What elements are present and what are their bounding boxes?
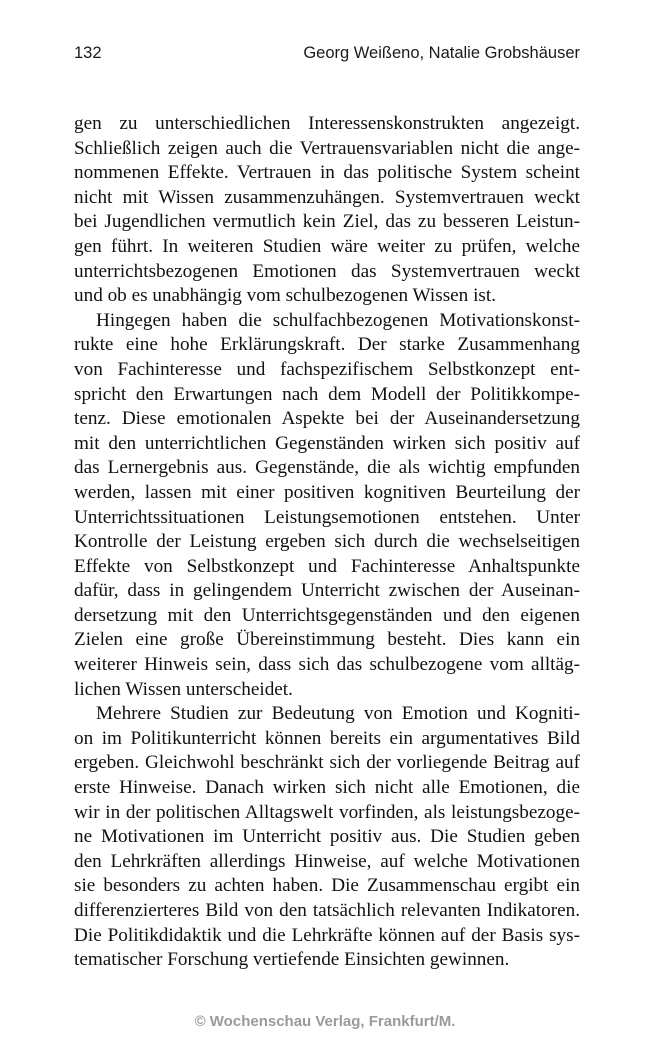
text-line: rukte eine hohe Erklärungskraft. Der starke Zusammenhang [74,334,580,356]
copyright-footer: © Wochenschau Verlag, Frankfurt/M. [194,1013,456,1030]
text-line: on im Politikunterricht können bereits ein argumentatives Bild [74,727,580,749]
text-line: weiterer Hinweis sein, dass sich das schulbezogene vom alltäg- [74,654,580,676]
text-line: dafür, dass in gelingendem Unterricht zwischen der Auseinan- [74,580,580,602]
text-line: erste Hinweise. Danach wirken sich nicht alle Emotionen, die [74,777,580,799]
text-line: sie besonders zu achten haben. Die Zusammenschau ergibt ein [74,875,580,897]
text-line: dersetzung mit den Unterrichtsgegenständen und den eigenen [74,604,580,626]
text-line: werden, lassen mit einer positiven kognitiven Beurteilung der [74,481,580,503]
text-line: Unterrichtssituationen Leistungsemotionen entstehen. Unter [74,506,580,528]
text-line: nommenen Effekte. Vertrauen in das politische System scheint [74,162,580,184]
text-line: nicht mit Wissen zusammenzuhängen. Systemvertrauen weckt [74,186,580,208]
text-line: von Fachinteresse und fachspezifischem Selbstkonzept ent- [74,358,580,380]
text-line: Schließlich zeigen auch die Vertrauensvariablen nicht die ange- [74,137,580,159]
text-line: Kontrolle der Leistung ergeben sich durch die wechselseitigen [74,531,580,553]
text-line: und ob es unabhängig vom schulbezogenen Wissen ist. [74,285,496,307]
text-line: tenz. Diese emotionalen Aspekte bei der Auseinandersetzung [74,408,580,430]
text-line: differenzierteres Bild von den tatsächlich relevanten Indikatoren. [74,900,580,921]
text-line: wir in der politischen Alltagswelt vorfinden, als leistungsbezoge- [74,801,580,823]
text-line: unterrichtsbezogenen Emotionen das Systemvertrauen weckt [74,260,580,282]
text-line: ergeben. Gleichwohl beschränkt sich der vorliegende Beitrag auf [74,752,580,774]
text-line: tematischer Forschung vertiefende Einsichten gewinnen. [74,949,510,971]
text-line: gen führt. In weiteren Studien wäre weiter zu prüfen, welche [74,235,580,257]
text-line: mit den unterrichtlichen Gegenständen wirken sich positiv auf [74,432,580,454]
paragraph-1 [74,112,580,309]
text-line: Effekte von Selbstkonzept und Fachinteresse Anhaltspunkte [74,555,580,577]
text-line: Zielen eine große Übereinstimmung besteht. Dies kann ein [74,629,580,651]
text-line: spricht den Erwartungen nach dem Modell der Politikkompe- [74,383,580,405]
text-line: Mehrere Studien zur Bedeutung von Emotion und Kogniti- [96,703,580,725]
text-line: lichen Wissen unterscheidet. [74,678,293,700]
text-line: Hingegen haben die schulfachbezogenen Motivationskonst- [96,309,580,331]
text-line: den Lehrkräften allerdings Hinweise, auf welche Motivationen [74,850,580,872]
text-line: gen zu unterschiedlichen Interessenskonstrukten angezeigt. [74,113,580,134]
text-line: bei Jugendlichen vermutlich kein Ziel, das zu besseren Leistun- [74,211,580,233]
paragraph-3 [74,702,580,973]
running-header-authors: Georg Weißeno, Natalie Grobshäuser [303,44,580,62]
body-text [74,112,580,973]
paragraph-2 [74,309,580,703]
page-number: 132 [74,44,102,62]
text-line: ne Motivationen im Unterricht positiv aus. Die Studien geben [74,826,580,848]
text-line: das Lernergebnis aus. Gegenstände, die als wichtig empfunden [74,457,580,479]
text-line: Die Politikdidaktik und die Lehrkräfte können auf der Basis sys- [74,924,580,946]
